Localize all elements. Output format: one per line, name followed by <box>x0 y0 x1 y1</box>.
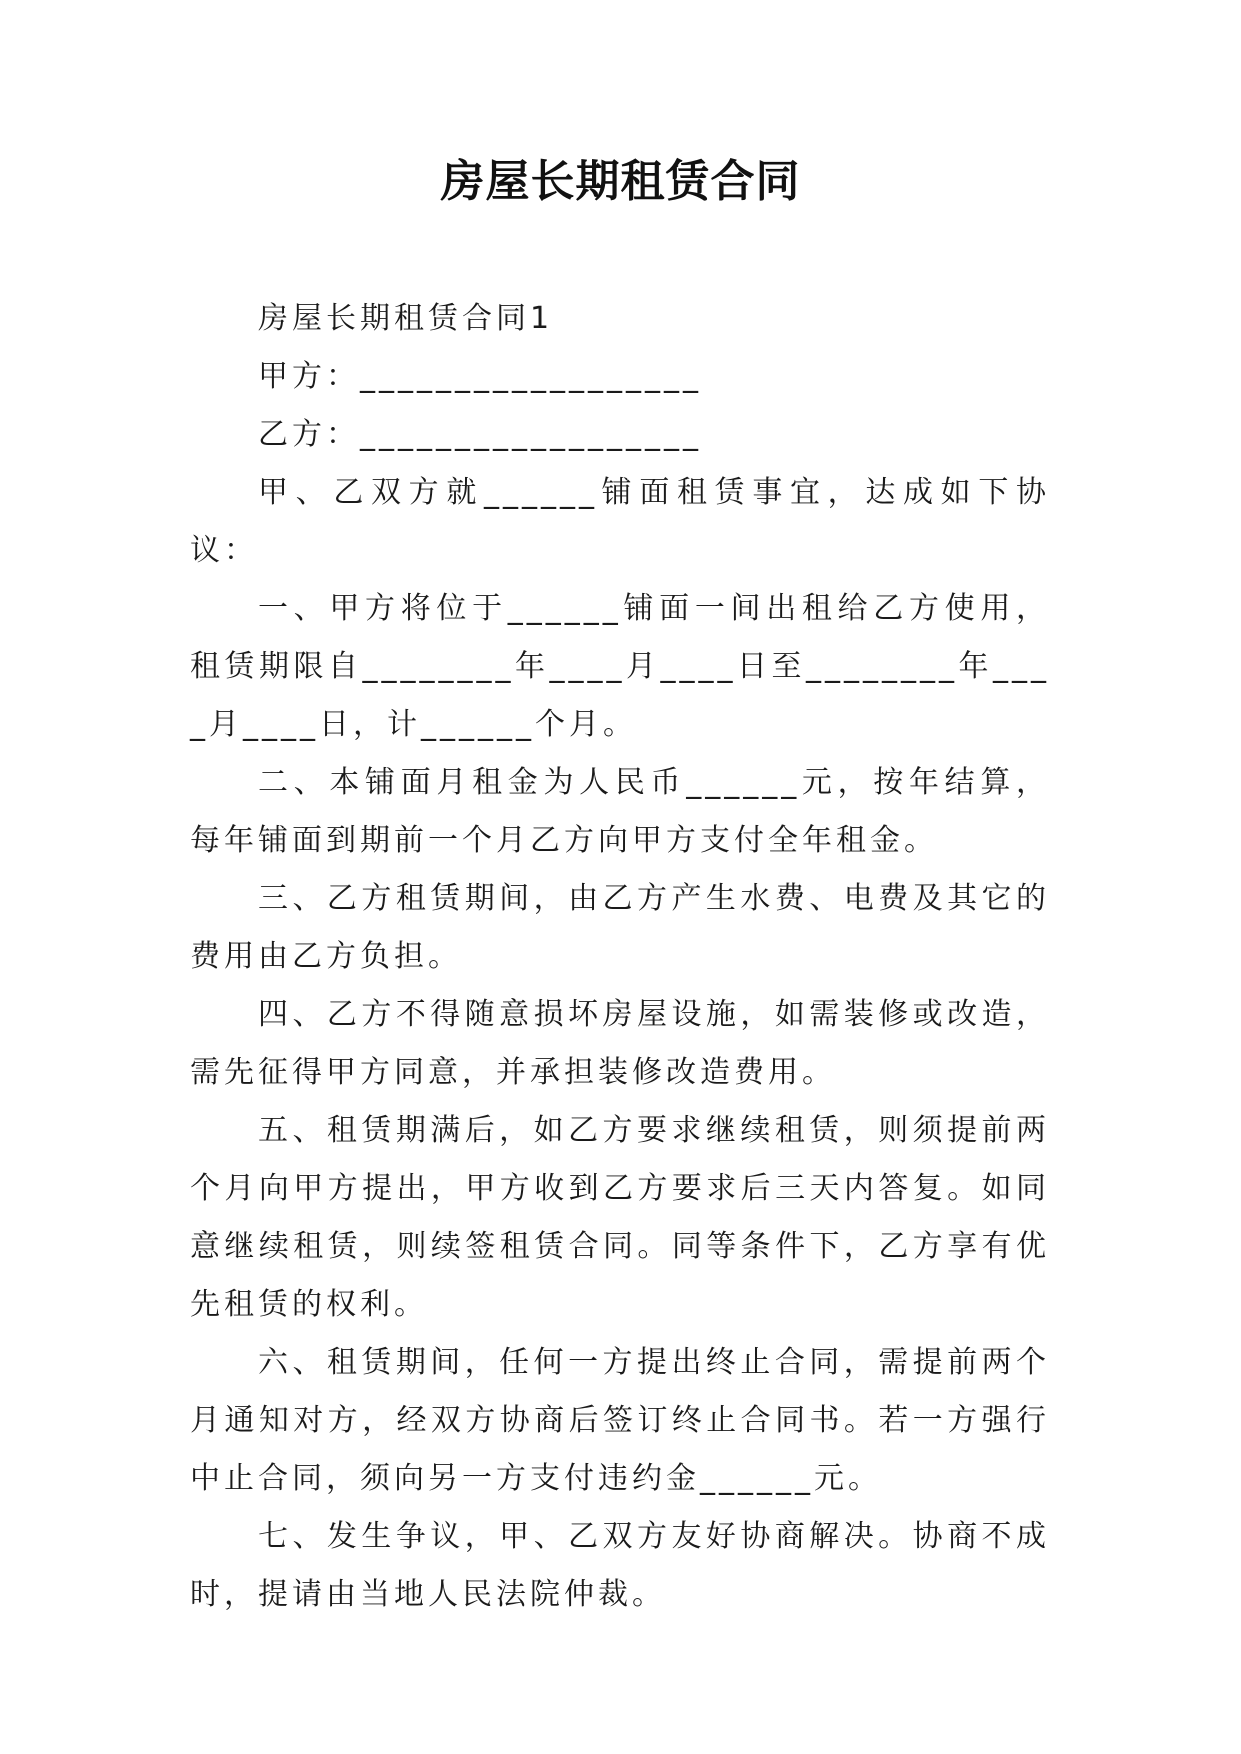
clause-6: 六、租赁期间，任何一方提出终止合同，需提前两个月通知对方，经双方协商后签订终止合同书。若一方强行中止合同，须向另一方支付违约金______元。 <box>190 1345 1050 1496</box>
contract-subtitle: 房屋长期租赁合同1 <box>258 301 554 336</box>
clause-2: 二、本铺面月租金为人民币______元，按年结算，每年铺面到期前一个月乙方向甲方支付全年租金。 <box>190 765 1050 858</box>
clause-3: 三、乙方租赁期间，由乙方产生水费、电费及其它的费用由乙方负担。 <box>190 881 1050 974</box>
clause-4: 四、乙方不得随意损坏房屋设施，如需装修或改造，需先征得甲方同意，并承担装修改造费用。 <box>190 997 1050 1090</box>
clause-1: 一、甲方将位于______铺面一间出租给乙方使用，租赁期限自________年____月____日至________年____月____日，计______个月。 <box>190 591 1050 742</box>
agreement-intro: 甲、乙双方就______铺面租赁事宜，达成如下协议： <box>190 475 1050 568</box>
party-b-line: 乙方：__________________ <box>258 417 702 452</box>
clause-5: 五、租赁期满后，如乙方要求继续租赁，则须提前两个月向甲方提出，甲方收到乙方要求后三天内答复。如同意继续租赁，则续签租赁合同。同等条件下，乙方享有优先租赁的权利。 <box>190 1113 1050 1322</box>
clause-7: 七、发生争议，甲、乙双方友好协商解决。协商不成时，提请由当地人民法院仲裁。 <box>190 1519 1050 1612</box>
document-body <box>190 290 1050 1624</box>
document-title: 房屋长期租赁合同 <box>440 156 801 207</box>
party-a-line: 甲方：__________________ <box>258 359 702 394</box>
